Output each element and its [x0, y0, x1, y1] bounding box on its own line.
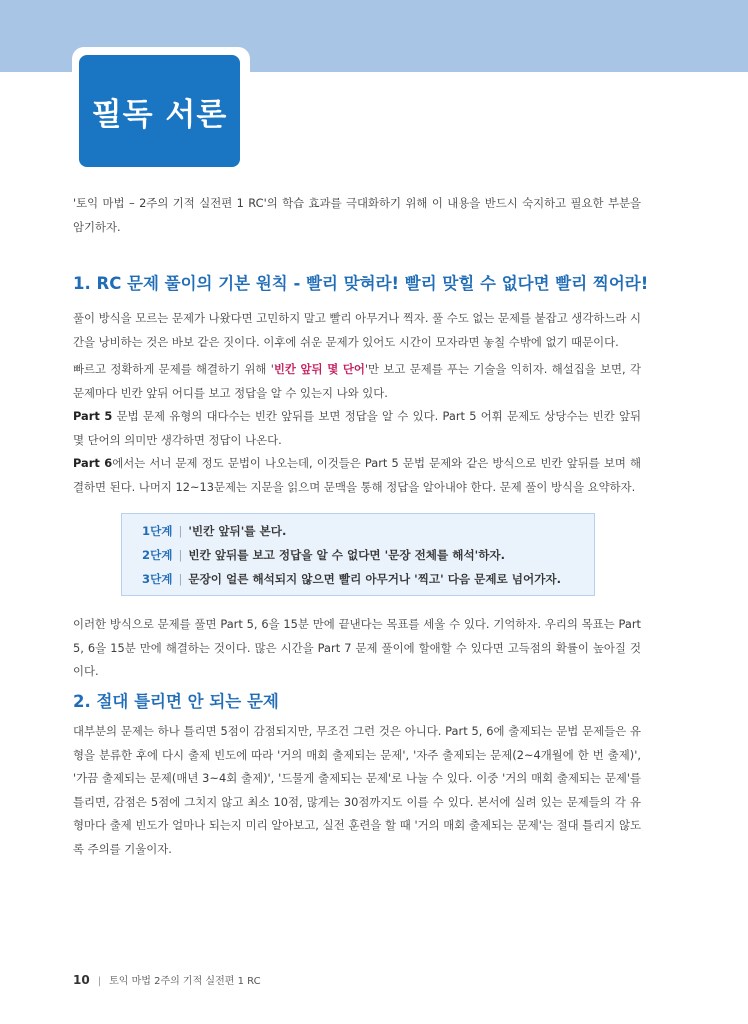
- step-2-text: 빈칸 앞뒤를 보고 정답을 알 수 없다면 '문장 전체를 해석'하자.: [188, 548, 505, 562]
- section-2-heading: 2. 절대 틀리면 안 되는 문제: [73, 692, 279, 711]
- title-box: [79, 55, 240, 167]
- paragraph-2-text-after: '만 보고 문제를 푸는 기술을 익히자. 해설집을 보면, 각 문제마다 빈칸 앞뒤 어디를 보고 정답을 알 수 있는지 나와 있다.: [73, 362, 641, 400]
- intro-paragraph: '토익 마법 – 2주의 기적 실전편 1 RC'의 학습 효과를 극대화하기 위해 이 내용을 반드시 숙지하고 필요한 부분을 암기하자.: [73, 196, 641, 234]
- paragraph-2-text-before: 빠르고 정확하게 문제를 해결하기 위해 ': [73, 362, 274, 376]
- section-1-paragraph-2: [73, 358, 641, 405]
- step-3-text: 문장이 얼른 해석되지 않으면 빨리 아무거나 '찍고' 다음 문제로 넘어가자.: [188, 572, 561, 586]
- step-2-label: 2단계: [142, 548, 173, 562]
- page-footer: [73, 972, 261, 987]
- page-title: 필독 서론: [91, 96, 228, 133]
- step-3-separator: |: [178, 572, 183, 586]
- step-1-label: 1단계: [142, 524, 173, 538]
- step-3-label: 3단계: [142, 572, 173, 586]
- footer-book-title: 토익 마법 2주의 기적 실전편 1 RC: [109, 976, 261, 987]
- step-1-text: '빈칸 앞뒤'를 본다.: [188, 524, 287, 538]
- footer-separator: |: [97, 976, 102, 987]
- part5-label: Part 5: [73, 409, 113, 423]
- after-box-paragraph: 이러한 방식으로 문제를 풀면 Part 5, 6을 15분 만에 끝낸다는 목표를 세울 수 있다. 기억하자. 우리의 목표는 Part 5, 6을 15분 만에 해결하는 것이다. 많은 시간을 Part 7 문제 풀이에 할애할 수 있다면 고득점의 확률이 높아질 것이다.: [73, 617, 641, 678]
- step-2-separator: |: [178, 548, 183, 562]
- steps-box: [121, 513, 595, 596]
- highlight-phrase: 빈칸 앞뒤 몇 단어: [273, 362, 365, 376]
- step-row-2: [142, 547, 505, 563]
- step-1-separator: |: [178, 524, 183, 538]
- section-1-paragraph-1: 풀이 방식을 모르는 문제가 나왔다면 고민하지 말고 빨리 아무거나 찍자. 풀 수도 없는 문제를 붙잡고 생각하느라 시간을 낭비하는 것은 바보 같은 짓이다. 이후에 쉬운 문제가 있어도 시간이 모자라면 놓칠 수밖에 없기 때문이다.: [73, 311, 641, 349]
- part6-text: 에서는 서너 문제 정도 문법이 나오는데, 이것들은 Part 5 문법 문제와 같은 방식으로 빈칸 앞뒤를 보며 해결하면 된다. 나머지 12~13문제는 지문을 읽으며 문맥을 통해 정답을 알아내야 한다. 문제 풀이 방식을 요약하자.: [73, 456, 642, 494]
- page-number: 10: [73, 973, 90, 987]
- section-1-heading: 1. RC 문제 풀이의 기본 원칙 - 빨리 맞혀라! 빨리 맞힐 수 없다면 빨리 찍어라!: [73, 274, 649, 293]
- section-1-paragraph-4: [73, 452, 641, 499]
- step-row-3: [142, 571, 561, 587]
- part6-label: Part 6: [73, 456, 113, 470]
- section-1-paragraph-3: [73, 405, 641, 452]
- step-row-1: [142, 523, 286, 539]
- section-2-paragraph: 대부분의 문제는 하나 틀리면 5점이 감점되지만, 무조건 그런 것은 아니다. Part 5, 6에 출제되는 문법 문제들은 유형을 분류한 후에 다시 출제 빈도에 따라 '거의 매회 출제되는 문제', '자주 출제되는 문제(2~4개월에 한 번 출제)', '가끔 출제되는 문제(매년 3~4회 출제)', '드물게 출제되는 문제'로 나눌 수 있다. 이중 '거의 매회 출제되는 문제'를 틀리면, 감점은 5점에 그치지 않고 최소 10점, 많게는 30점까지도 이를 수 있다. 본서에 실려 있는 문제들의 각 유형마다 출제 빈도가 얼마나 되는지 미리 알아보고, 실전 훈련을 할 때 '거의 매회 출제되는 문제'는 절대 틀리지 않도록 주의를 기울이자.: [73, 724, 641, 856]
- part5-text: 문법 문제 유형의 대다수는 빈칸 앞뒤를 보면 정답을 알 수 있다. Part 5 어휘 문제도 상당수는 빈칸 앞뒤 몇 단어의 의미만 생각하면 정답이 나온다.: [73, 409, 641, 447]
